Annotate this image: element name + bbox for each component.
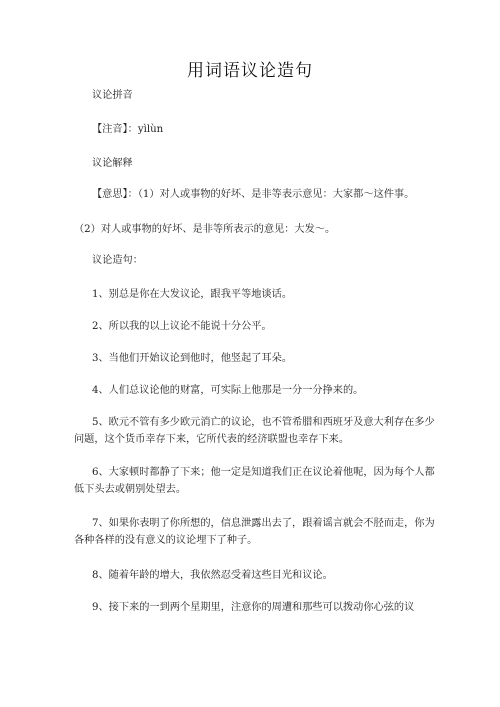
meaning-paragraph-1: 【意思】：（1）对人或事物的好坏、是非等表示意见：大家都～这件事。: [92, 189, 415, 200]
heading-sentences: 议论造句：: [92, 255, 143, 266]
heading-meaning: 议论解释: [92, 158, 133, 169]
sentence-item: 3、当他们开始议论到他时，他竖起了耳朵。: [92, 353, 293, 364]
meaning-paragraph-2: （2）对人或事物的好坏、是非等所表示的意见：大发～。: [74, 224, 336, 235]
pinyin-line: 【注音】：yìlùn: [92, 124, 164, 135]
sentence-item: 5、欧元不管有多少欧元消亡的议论，也不管希腊和西班牙及意大利存在多少问题，这个货币幸存下来，它所代表的经济联盟也幸存下来。: [74, 417, 435, 445]
sentence-item: 1、别总是你在大发议论，跟我平等地谈话。: [92, 289, 293, 300]
sentence-item: 2、所以我的以上议论不能说十分公平。: [92, 321, 272, 332]
document-title: 用词语议论造句: [187, 61, 313, 81]
sentence-item: 4、人们总议论他的财富，可实际上他那是一分一分挣来的。: [92, 385, 364, 396]
heading-pinyin: 议论拼音: [92, 90, 133, 101]
sentence-item: 6、大家顿时都静了下来；他一定是知道我们正在议论着他呢，因为每个人都低下头去或朝别处望去。: [74, 467, 435, 495]
sentence-item: 7、如果你表明了你所想的，信息泄露出去了，跟着谣言就会不胫而走，你为各种各样的没有意义的议论埋下了种子。: [74, 518, 435, 546]
sentence-item: 9、接下来的一到两个星期里，注意你的周遭和那些可以拨动你心弦的议: [92, 602, 415, 613]
sentence-item: 8、随着年龄的增大，我依然忍受着这些目光和议论。: [92, 570, 333, 581]
